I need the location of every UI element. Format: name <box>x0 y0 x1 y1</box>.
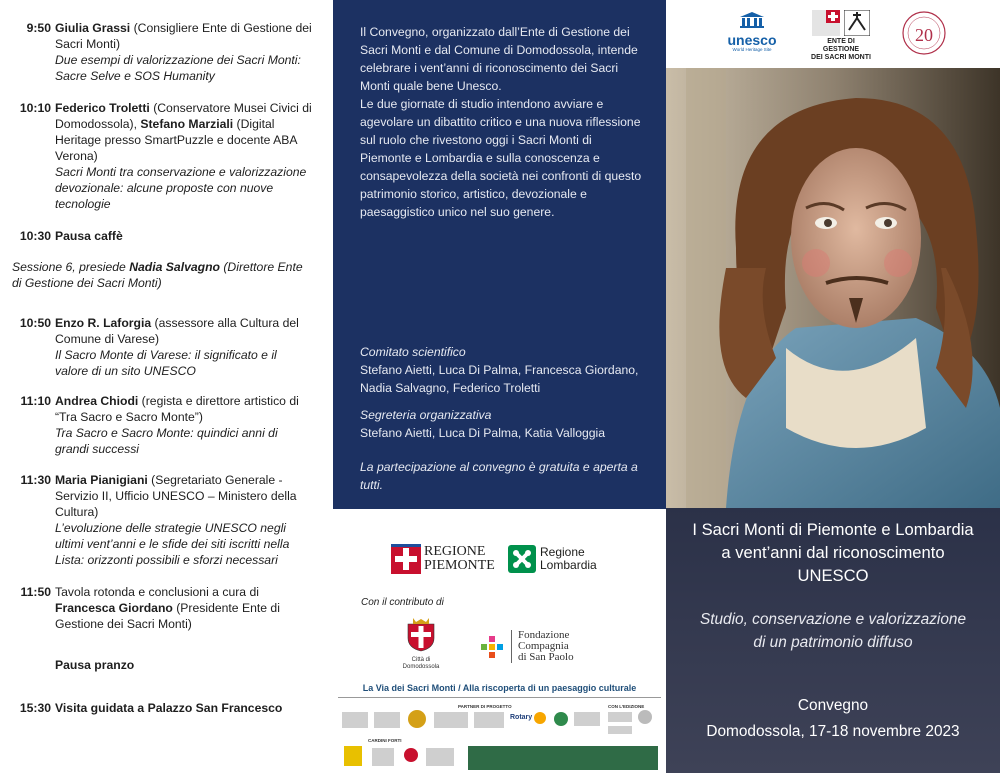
secretariat-names: Stefano Aietti, Luca Di Palma, Katia Valloggia <box>360 426 606 440</box>
partner-logo <box>426 748 454 766</box>
piemonte-shield-icon <box>391 544 421 574</box>
talk-title: Tra Sacro e Sacro Monte: quindici anni di grandi successi <box>55 426 278 456</box>
cover-subtitle: Studio, conservazione e valorizzazione di un patrimonio diffuso <box>699 611 967 651</box>
program-item <box>12 584 312 632</box>
speaker-role: Tavola rotonda e conclusioni a cura di <box>55 585 259 599</box>
session-prefix: Sessione 6, presiede <box>12 260 130 274</box>
twenty-years-badge <box>901 10 947 56</box>
partner-logo <box>374 712 400 728</box>
secretariat-label: Segreteria organizzativa <box>360 408 492 422</box>
badge-number: 20 <box>915 25 933 45</box>
program-item <box>12 315 312 379</box>
main-label: CARDINI FORTI <box>368 738 402 743</box>
event-block <box>666 693 1000 745</box>
edition-label: CON L’EDIZIONE <box>608 704 645 709</box>
program-body <box>55 20 312 84</box>
free-admission-note: La partecipazione al convegno è gratuita e aperta a tutti. <box>360 460 638 492</box>
header-logos <box>666 0 1000 68</box>
partner-logo <box>372 748 394 766</box>
speaker-role: (Consigliere Ente di Gestione dei Sacri Monti) <box>55 21 312 51</box>
speaker-name: Pausa pranzo <box>55 658 135 672</box>
speaker-name: Federico Troletti <box>55 101 150 115</box>
committee-label: Comitato scientifico <box>360 345 466 359</box>
intro-paragraph: Il Convegno, organizzato dall’Ente di Gestione dei Sacri Monti e dal Comune di Domodossola, intende celebrare i vent’anni di riconoscimento dei Sacri Monti quale bene Unesco. <box>360 25 638 93</box>
speaker-role: (regista e direttore artistico di “Tra Sacro e Sacro Monte”) <box>55 394 299 424</box>
program-item <box>12 393 312 457</box>
contribution-label: Con il contributo di <box>361 597 444 608</box>
regione-piemonte-line2: PIEMONTE <box>424 558 495 573</box>
citta-line2: Domodossola <box>402 664 440 670</box>
fondazione-line1: Fondazione <box>518 629 570 641</box>
partner-seal-icon <box>408 710 426 728</box>
program-item <box>12 228 312 244</box>
ente-gestione-logo <box>809 10 873 62</box>
program-body <box>55 700 312 716</box>
program-body <box>55 584 312 632</box>
talk-title: Due esempi di valorizzazione dei Sacri Monti: Sacre Selve e SOS Humanity <box>55 53 301 83</box>
program-time: 11:30 <box>20 473 51 487</box>
speaker-role: (Digital Heritage presso SmartPuzzle e docente ABA Verona) <box>55 117 297 163</box>
partners-strip <box>338 702 661 770</box>
program-time: 10:30 <box>19 229 51 243</box>
unesco-sub: World Heritage Site <box>732 47 772 52</box>
talk-title: Il Sacro Monte di Varese: il significato e il valore di un sito UNESCO <box>55 348 277 378</box>
ente-line1: ENTE DI GESTIONE <box>822 38 860 53</box>
program-body <box>55 393 312 457</box>
session-heading <box>12 259 312 291</box>
intro-paragraph: Le due giornate di studio intendono avviare e agevolare un dibattito critico e una nuova riflessione sul ruolo che rivestono oggi i Sacri Monti di Piemonte e Lombardia e sulla conoscenza e consapevolezza della società nei confronti di questo patrimonio storico, artistico, devozionale e paesaggistico unico nel suo genere. <box>360 97 642 219</box>
partner-logo <box>608 712 632 722</box>
talk-title: L’evoluzione delle strategie UNESCO negli ultimi vent’anni e le sfide dei siti iscritti nella Lista: orizzonti possibili e sforzi necessari <box>55 521 290 567</box>
rotary-wheel-icon <box>534 712 546 724</box>
fondazione-compagnia-logo <box>481 630 574 663</box>
program-time: 10:50 <box>19 316 51 330</box>
project-info-bar <box>468 746 658 770</box>
info-panel <box>333 0 666 509</box>
partner-label: PARTNER DI PROGETTO <box>458 704 512 709</box>
partner-logo <box>474 712 504 728</box>
program-time <box>12 657 55 673</box>
regione-piemonte-logo <box>391 544 495 574</box>
partner-logo <box>574 712 600 726</box>
divider <box>338 697 661 698</box>
speaker-name: Stefano Marziali <box>140 117 234 131</box>
partner-logo <box>344 746 362 766</box>
ente-grid-icon <box>812 10 840 36</box>
speaker-role: (Segretariato Generale - Servizio II, Ufficio UNESCO – Ministero della Cultura) <box>55 473 297 519</box>
speaker-name: Pausa caffè <box>55 229 123 243</box>
statue-photo <box>666 68 1000 508</box>
speaker-name: Enzo R. Laforgia <box>55 316 152 330</box>
program-time: 10:10 <box>19 101 51 115</box>
fondazione-line2: Compagnia <box>518 640 569 652</box>
partner-logo <box>434 712 468 728</box>
partner-seal-icon <box>638 710 652 724</box>
speaker-name: Visita guidata a Palazzo San Francesco <box>55 701 283 715</box>
speaker-name: Maria Pianigiani <box>55 473 148 487</box>
speaker-role: (Presidente Ente di Gestione dei Sacri Monti) <box>55 601 280 631</box>
cover-title: I Sacri Monti di Piemonte e Lombardia a vent’anni dal riconoscimento UNESCO <box>692 520 974 585</box>
partner-seal-icon <box>404 748 418 762</box>
committee-block <box>360 343 645 397</box>
intro-text <box>360 23 645 221</box>
speaker-role: (assessore alla Cultura del Comune di Varese) <box>55 316 299 346</box>
citta-domodossola-logo <box>399 618 443 671</box>
unesco-logo <box>722 12 782 52</box>
citta-line1: Città di <box>411 657 431 663</box>
secretariat-block <box>360 406 645 442</box>
program-body <box>55 315 312 379</box>
program-item <box>12 657 312 673</box>
lombardia-rose-icon <box>508 545 536 573</box>
fondazione-squares-icon <box>481 636 503 658</box>
event-label: Convegno <box>797 697 869 714</box>
program-item <box>12 700 312 716</box>
partner-logo <box>342 712 368 728</box>
domodossola-crest-icon <box>406 618 436 652</box>
via-sacri-monti-line: La Via dei Sacri Monti / Alla riscoperta di un paesaggio culturale <box>362 683 637 693</box>
cover-column <box>666 0 1000 773</box>
event-place-date: Domodossola, 17-18 novembre 2023 <box>706 723 960 740</box>
committee-names: Stefano Aietti, Luca Di Palma, Francesca Giordano, Nadia Salvagno, Federico Troletti <box>360 363 639 395</box>
session-suffix: (Direttore Ente di Gestione dei Sacri Monti) <box>12 260 303 290</box>
speaker-name: Francesca Giordano <box>55 601 173 615</box>
speaker-name: Giulia Grassi <box>55 21 131 35</box>
unesco-word: unesco <box>727 32 777 48</box>
partner-logo <box>608 726 632 734</box>
program-time: 9:50 <box>26 21 51 35</box>
regione-lombardia-logo <box>508 545 597 573</box>
program-body <box>55 657 312 673</box>
program-item <box>12 20 312 84</box>
talk-title: Sacri Monti tra conservazione e valorizzazione devozionale: alcune proposte con nuove tecnologie <box>55 165 307 211</box>
info-column <box>333 0 666 773</box>
speaker-role: (Conservatore Musei Civici di Domodossola), <box>55 101 312 131</box>
partner-leaf-icon <box>554 712 568 726</box>
program-body <box>55 472 312 568</box>
rotary-logo: Rotary <box>510 714 533 721</box>
ente-monogram-icon <box>844 10 870 36</box>
ente-line2: DEI SACRI MONTI <box>811 54 871 61</box>
program-item <box>12 472 312 568</box>
program-time: 11:50 <box>20 585 51 599</box>
regione-piemonte-line1: REGIONE <box>424 544 486 559</box>
program-time: 11:10 <box>20 394 51 408</box>
fondazione-line3: di San Paolo <box>518 651 574 663</box>
program-column <box>0 0 333 773</box>
unesco-temple-icon <box>740 12 764 28</box>
regione-lombardia-line2: Lombardia <box>540 558 597 572</box>
session-chair: Nadia Salvagno <box>129 260 220 274</box>
regione-lombardia-line1: Regione <box>540 545 585 559</box>
speaker-name: Andrea Chiodi <box>55 394 139 408</box>
program-body <box>55 100 312 212</box>
program-body <box>55 228 312 244</box>
program-time: 15:30 <box>19 701 51 715</box>
program-item <box>12 100 312 212</box>
